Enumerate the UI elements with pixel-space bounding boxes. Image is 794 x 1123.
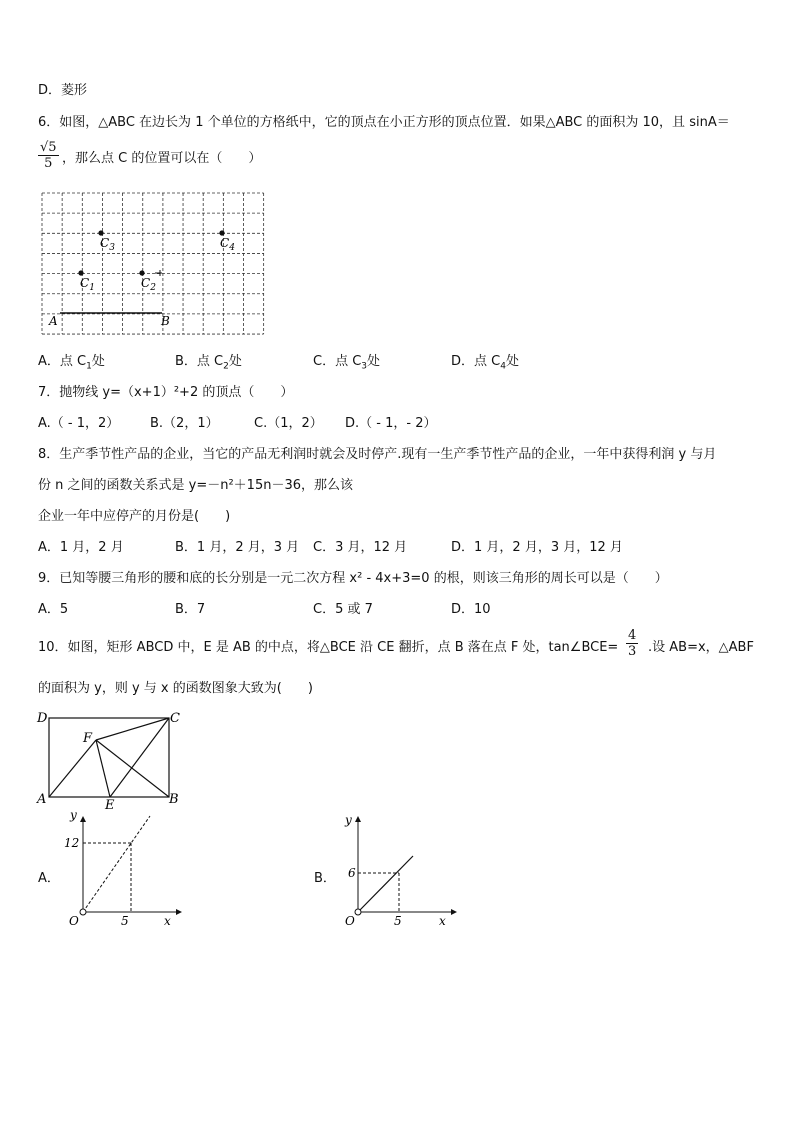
q9-option-c: C．5 或 7 xyxy=(313,602,373,617)
q10-stem-line1b: .设 AB=x，△ABF xyxy=(648,640,754,655)
segment-fb xyxy=(96,740,169,797)
origin-label: O xyxy=(345,914,355,928)
q6-option-c: C．点 $C_3$处 xyxy=(313,354,381,372)
point-c1 xyxy=(78,270,83,275)
y-tick-label: 12 xyxy=(64,836,80,850)
label-c1: $C_1$ xyxy=(80,276,95,293)
x-axis-arrow-icon xyxy=(176,909,182,915)
segment-af xyxy=(49,740,96,797)
label-f: F xyxy=(83,731,93,746)
graph-line xyxy=(358,856,413,912)
q10-option-b: B． xyxy=(314,871,336,886)
label-c: C xyxy=(170,711,180,726)
q10-option-a: A． xyxy=(38,871,60,886)
x-tick-label: 5 xyxy=(394,914,402,928)
label-d: D xyxy=(37,711,48,726)
open-origin-point xyxy=(80,909,86,915)
q7-option-c: C.（1，2） xyxy=(254,416,323,431)
q10-graph-b xyxy=(333,812,463,932)
q6-fraction-numerator: √5 xyxy=(40,140,57,155)
label-b: B xyxy=(169,792,179,807)
y-label: y xyxy=(70,808,77,822)
label-c3: $C_3$ xyxy=(100,236,115,253)
label-a: A xyxy=(49,314,58,328)
q6-stem-line1: 6．如图，△ABC 在边长为 1 个单位的方格纸中，它的顶点在小正方形的顶点位置．如果△ABC 的面积为 10，且 sinA＝ xyxy=(38,115,730,130)
q9-option-d: D．10 xyxy=(451,602,491,617)
y-tick-label: 6 xyxy=(348,866,356,880)
point-c4 xyxy=(219,230,224,235)
q7-option-a: A.（ - 1，2） xyxy=(38,416,120,431)
q10-graph-a xyxy=(58,808,188,932)
label-a: A xyxy=(37,792,47,807)
x-axis-arrow-icon xyxy=(451,909,457,915)
label-c4: $C_4$ xyxy=(220,236,235,253)
q6-fraction-denominator: 5 xyxy=(44,156,53,171)
y-label: y xyxy=(345,813,352,827)
y-axis-arrow-icon xyxy=(355,816,361,822)
q10-stem-line1a: 10．如图，矩形 ABCD 中，E 是 AB 的中点，将△BCE 沿 CE 翻折，点 B 落在点 F 处，tan∠BCE= xyxy=(38,640,619,655)
point-c2 xyxy=(139,270,144,275)
label-b: B xyxy=(161,314,170,328)
origin-label: O xyxy=(69,914,79,928)
x-label: x xyxy=(439,914,446,928)
q8-option-d: D．1 月，2 月，3 月，12 月 xyxy=(451,540,623,555)
q6-option-b: B．点 $C_2$处 xyxy=(175,354,242,372)
label-e: E xyxy=(105,798,115,813)
q8-option-b: B．1 月，2 月，3 月 xyxy=(175,540,300,555)
q8-option-a: A．1 月，2 月 xyxy=(38,540,124,555)
q7-option-d: D.（ - 1，- 2） xyxy=(345,416,437,431)
q6-grid-figure xyxy=(40,192,270,337)
q10-fraction-numerator: 4 xyxy=(628,628,637,643)
q9-option-a: A．5 xyxy=(38,602,69,617)
q6-option-a: A．点 $C_1$处 xyxy=(38,354,105,372)
y-axis-arrow-icon xyxy=(80,816,86,822)
q9-stem: 9．已知等腰三角形的腰和底的长分别是一元二次方程 x² - 4x+3=0 的根，则该三角形的周长可以是（ ） xyxy=(38,571,668,586)
q8-stem-line1: 8．生产季节性产品的企业，当它的产品无利润时就会及时停产.现有一生产季节性产品的企业，一年中获得利润 y 与月 xyxy=(38,447,717,462)
q6-option-d: D．点 $C_4$处 xyxy=(451,354,519,372)
graph-line xyxy=(83,816,150,912)
q8-option-c: C．3 月，12 月 xyxy=(313,540,408,555)
q10-stem-line2: 的面积为 y，则 y 与 x 的函数图象大致为( ) xyxy=(38,681,313,696)
q10-rectangle-figure xyxy=(36,710,196,813)
rectangle-abcd xyxy=(49,718,169,797)
q8-stem-line3: 企业一年中应停产的月份是( ) xyxy=(38,509,231,524)
q5-option-d: D．菱形 xyxy=(38,83,88,98)
segment-fc xyxy=(96,718,169,740)
q6-fraction xyxy=(38,140,59,171)
q9-option-b: B．7 xyxy=(175,602,206,617)
q8-stem-line2: 份 n 之间的函数关系式是 y=－n²＋15n－36，那么该 xyxy=(38,478,353,493)
x-label: x xyxy=(164,914,171,928)
q7-stem: 7．抛物线 y=（x+1）²+2 的顶点（ ） xyxy=(38,385,294,400)
q6-stem-line2: ，那么点 C 的位置可以在（ ） xyxy=(62,151,262,166)
label-c2: $C_2$ xyxy=(141,276,156,293)
q7-option-b: B.（2，1） xyxy=(150,416,219,431)
point-c3 xyxy=(98,230,103,235)
q10-fraction-denominator: 3 xyxy=(628,644,637,659)
x-tick-label: 5 xyxy=(121,914,129,928)
open-origin-point xyxy=(355,909,361,915)
q10-fraction xyxy=(626,628,638,659)
